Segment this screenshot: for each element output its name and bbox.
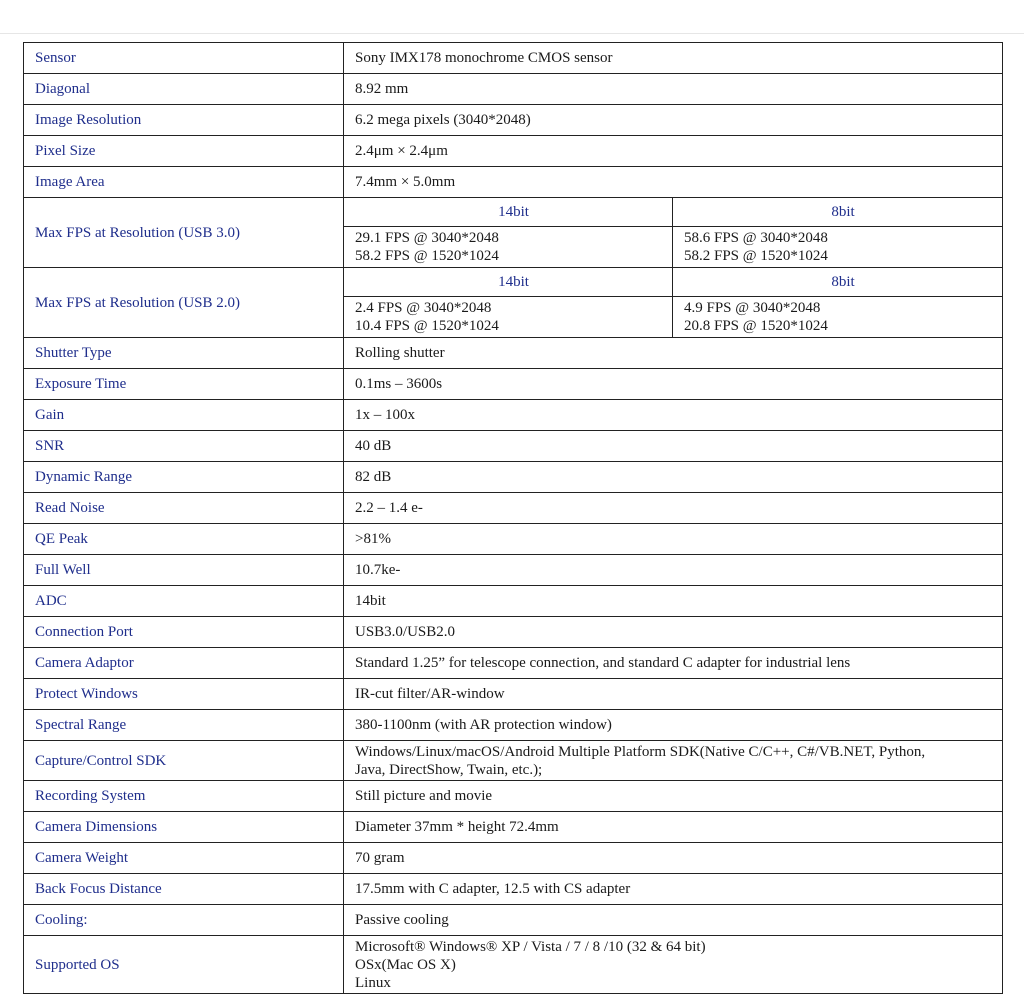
row-label: Spectral Range <box>24 710 344 741</box>
row-value: 2.4μm × 2.4μm <box>344 136 1003 167</box>
table-row <box>24 462 1003 493</box>
row-label: Image Resolution <box>24 105 344 136</box>
row-value: Rolling shutter <box>344 338 1003 369</box>
fps-cell <box>344 227 673 268</box>
row-value: 82 dB <box>344 462 1003 493</box>
row-label: Camera Adaptor <box>24 648 344 679</box>
row-label: Connection Port <box>24 617 344 648</box>
table-row <box>24 43 1003 74</box>
table-row <box>24 617 1003 648</box>
table-row <box>24 936 1003 994</box>
column-header-14bit: 14bit <box>344 198 673 227</box>
row-label: Shutter Type <box>24 338 344 369</box>
row-label: Recording System <box>24 781 344 812</box>
row-value: Diameter 37mm * height 72.4mm <box>344 812 1003 843</box>
row-value: USB3.0/USB2.0 <box>344 617 1003 648</box>
row-label: Dynamic Range <box>24 462 344 493</box>
row-label: Full Well <box>24 555 344 586</box>
fps-line: 58.2 FPS @ 1520*1024 <box>684 248 828 264</box>
row-label: Gain <box>24 400 344 431</box>
row-value: 2.2 – 1.4 e- <box>344 493 1003 524</box>
row-value: 40 dB <box>344 431 1003 462</box>
row-label: ADC <box>24 586 344 617</box>
table-row <box>24 905 1003 936</box>
row-label: Diagonal <box>24 74 344 105</box>
table-row <box>24 74 1003 105</box>
table-row <box>24 555 1003 586</box>
fps-cell <box>673 227 1003 268</box>
table-row <box>24 679 1003 710</box>
row-value: Standard 1.25” for telescope connection, and standard C adapter for industrial lens <box>344 648 1003 679</box>
row-value: Passive cooling <box>344 905 1003 936</box>
row-label: Pixel Size <box>24 136 344 167</box>
fps-line: 58.6 FPS @ 3040*2048 <box>684 230 828 246</box>
table-row <box>24 874 1003 905</box>
row-value: 6.2 mega pixels (3040*2048) <box>344 105 1003 136</box>
row-label: SNR <box>24 431 344 462</box>
row-label: Image Area <box>24 167 344 198</box>
table-row <box>24 136 1003 167</box>
fps-line: 58.2 FPS @ 1520*1024 <box>355 248 499 264</box>
row-value <box>344 936 1003 994</box>
row-value: Sony IMX178 monochrome CMOS sensor <box>344 43 1003 74</box>
table-row <box>24 493 1003 524</box>
table-row <box>24 524 1003 555</box>
fps-cell <box>344 297 673 338</box>
table-row <box>24 105 1003 136</box>
row-label: Protect Windows <box>24 679 344 710</box>
row-value: IR-cut filter/AR-window <box>344 679 1003 710</box>
row-label: Read Noise <box>24 493 344 524</box>
row-label: Capture/Control SDK <box>24 741 344 781</box>
spec-table <box>23 42 1003 994</box>
row-value: 380-1100nm (with AR protection window) <box>344 710 1003 741</box>
os-line: Microsoft® Windows® XP / Vista / 7 / 8 /10 (32 & 64 bit) <box>355 938 706 955</box>
table-row <box>24 338 1003 369</box>
os-line: OSx(Mac OS X) <box>355 956 456 973</box>
row-label: Back Focus Distance <box>24 874 344 905</box>
row-label: Max FPS at Resolution (USB 2.0) <box>24 268 344 338</box>
top-divider <box>0 33 1024 34</box>
row-value: >81% <box>344 524 1003 555</box>
row-value: 0.1ms – 3600s <box>344 369 1003 400</box>
table-row <box>24 198 1003 227</box>
table-row <box>24 741 1003 781</box>
row-value: 14bit <box>344 586 1003 617</box>
row-label: Exposure Time <box>24 369 344 400</box>
row-label: Camera Weight <box>24 843 344 874</box>
table-row <box>24 648 1003 679</box>
row-value: 7.4mm × 5.0mm <box>344 167 1003 198</box>
row-value: 10.7ke- <box>344 555 1003 586</box>
row-label: Camera Dimensions <box>24 812 344 843</box>
fps-line: 2.4 FPS @ 3040*2048 <box>355 300 492 316</box>
row-label: Max FPS at Resolution (USB 3.0) <box>24 198 344 268</box>
row-label: Cooling: <box>24 905 344 936</box>
table-row <box>24 710 1003 741</box>
table-row <box>24 586 1003 617</box>
table-row <box>24 781 1003 812</box>
table-row <box>24 167 1003 198</box>
column-header-8bit: 8bit <box>673 268 1003 297</box>
row-value: Still picture and movie <box>344 781 1003 812</box>
row-value <box>344 741 1003 781</box>
sdk-line: Java, DirectShow, Twain, etc.); <box>355 761 543 778</box>
fps-line: 4.9 FPS @ 3040*2048 <box>684 300 821 316</box>
os-line: Linux <box>355 974 391 991</box>
table-row <box>24 400 1003 431</box>
row-value: 8.92 mm <box>344 74 1003 105</box>
fps-cell <box>673 297 1003 338</box>
table-row <box>24 812 1003 843</box>
fps-line: 29.1 FPS @ 3040*2048 <box>355 230 499 246</box>
sdk-line: Windows/Linux/macOS/Android Multiple Platform SDK(Native C/C++, C#/VB.NET, Python, <box>355 743 926 760</box>
fps-line: 20.8 FPS @ 1520*1024 <box>684 318 828 334</box>
row-value: 1x – 100x <box>344 400 1003 431</box>
row-value: 17.5mm with C adapter, 12.5 with CS adapter <box>344 874 1003 905</box>
row-label: QE Peak <box>24 524 344 555</box>
table-row <box>24 431 1003 462</box>
row-label: Sensor <box>24 43 344 74</box>
row-value: 70 gram <box>344 843 1003 874</box>
table-row <box>24 369 1003 400</box>
row-label: Supported OS <box>24 936 344 994</box>
table-row <box>24 268 1003 297</box>
table-row <box>24 843 1003 874</box>
fps-line: 10.4 FPS @ 1520*1024 <box>355 318 499 334</box>
column-header-14bit: 14bit <box>344 268 673 297</box>
column-header-8bit: 8bit <box>673 198 1003 227</box>
